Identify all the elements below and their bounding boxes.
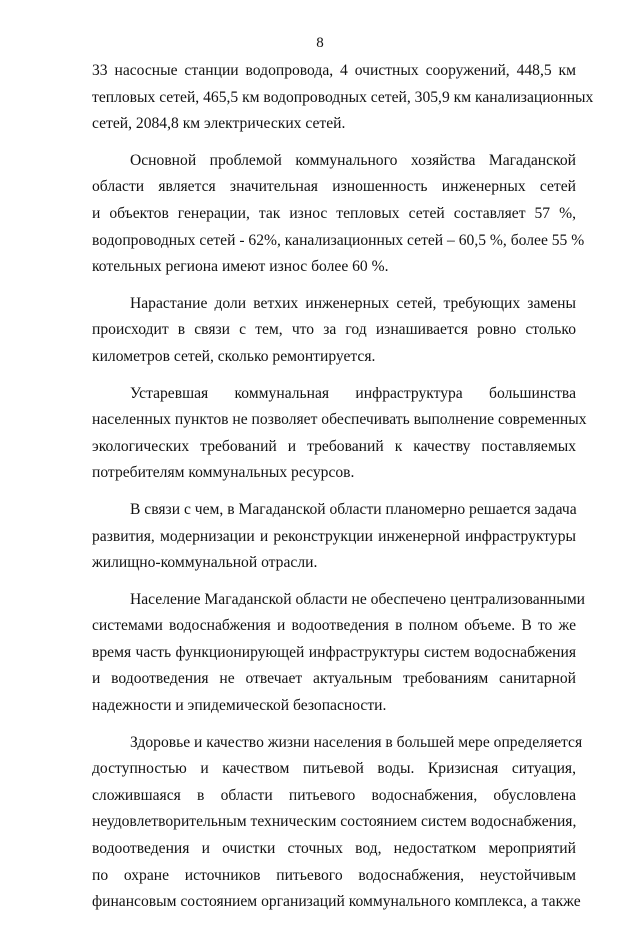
paragraph-line: жилищно-коммунальной отрасли.	[92, 554, 318, 572]
paragraph-line: и объектов генерации, так износ тепловых сетей составляет 57 %,	[92, 204, 576, 222]
paragraph-line: Население Магаданской области не обеспечено централизованными	[130, 590, 586, 608]
document-body	[92, 58, 594, 926]
paragraph-line: километров сетей, сколько ремонтируется.	[92, 347, 376, 365]
paragraph-line: неудовлетворительным техническим состоянием систем водоснабжения,	[92, 813, 577, 831]
paragraph-line: Нарастание доли ветхих инженерных сетей, требующих замены	[130, 294, 576, 312]
paragraph-line: и водоотведения не отвечает актуальным требованиям санитарной	[92, 670, 576, 688]
paragraph	[92, 730, 583, 916]
paragraph-line: экологических требований и требований к качеству поставляемых	[92, 437, 576, 455]
paragraph-line: системами водоснабжения и водоотведения в полном объеме. В то же	[92, 617, 576, 635]
paragraph-line: сложившаяся в области питьевого водоснабжения, обусловлена	[92, 786, 576, 804]
paragraph-line: финансовым состоянием организаций коммунального комплекса, а также	[92, 893, 581, 911]
paragraph	[92, 381, 587, 487]
paragraph-line: сетей, 2084,8 км электрических сетей.	[92, 115, 346, 133]
paragraph-line: области является значительная изношенность инженерных сетей	[92, 178, 576, 196]
paragraph-line: происходит в связи с тем, что за год изнашивается ровно столько	[92, 321, 576, 339]
paragraph-line: Здоровье и качество жизни населения в большей мере определяется	[130, 733, 583, 751]
paragraph-line: Устаревшая коммунальная инфраструктура большинства	[130, 384, 576, 402]
paragraph	[92, 497, 576, 577]
paragraph-line: тепловых сетей, 465,5 км водопроводных сетей, 305,9 км канализационных	[92, 88, 594, 106]
paragraph	[92, 291, 576, 371]
paragraph-line: надежности и эпидемической безопасности.	[92, 697, 387, 715]
paragraph-line: котельных региона имеют износ более 60 %.	[92, 258, 389, 276]
page-number: 8	[316, 35, 324, 51]
paragraph-line: водоотведения и очистки сточных вод, недостатком мероприятий	[92, 840, 576, 858]
paragraph	[92, 58, 594, 138]
paragraph-line: время часть функционирующей инфраструктуры систем водоснабжения	[92, 643, 576, 661]
paragraph	[92, 148, 585, 281]
paragraph-line: В связи с чем, в Магаданской области планомерно решается задача	[130, 500, 577, 518]
paragraph-line: водопроводных сетей - 62%, канализационных сетей – 60,5 %, более 55 %	[92, 231, 585, 249]
paragraph	[92, 587, 586, 720]
paragraph-line: потребителям коммунальных ресурсов.	[92, 464, 355, 482]
paragraph-line: доступностью и качеством питьевой воды. Кризисная ситуация,	[92, 760, 576, 778]
paragraph-line: населенных пунктов не позволяет обеспечивать выполнение современных	[92, 411, 587, 429]
paragraph-line: Основной проблемой коммунального хозяйства Магаданской	[130, 151, 576, 169]
paragraph-line: 33 насосные станции водопровода, 4 очистных сооружений, 448,5 км	[92, 62, 576, 79]
paragraph-line: развития, модернизации и реконструкции инженерной инфраструктуры	[92, 527, 576, 545]
paragraph-line: по охране источников питьевого водоснабжения, неустойчивым	[92, 866, 576, 884]
